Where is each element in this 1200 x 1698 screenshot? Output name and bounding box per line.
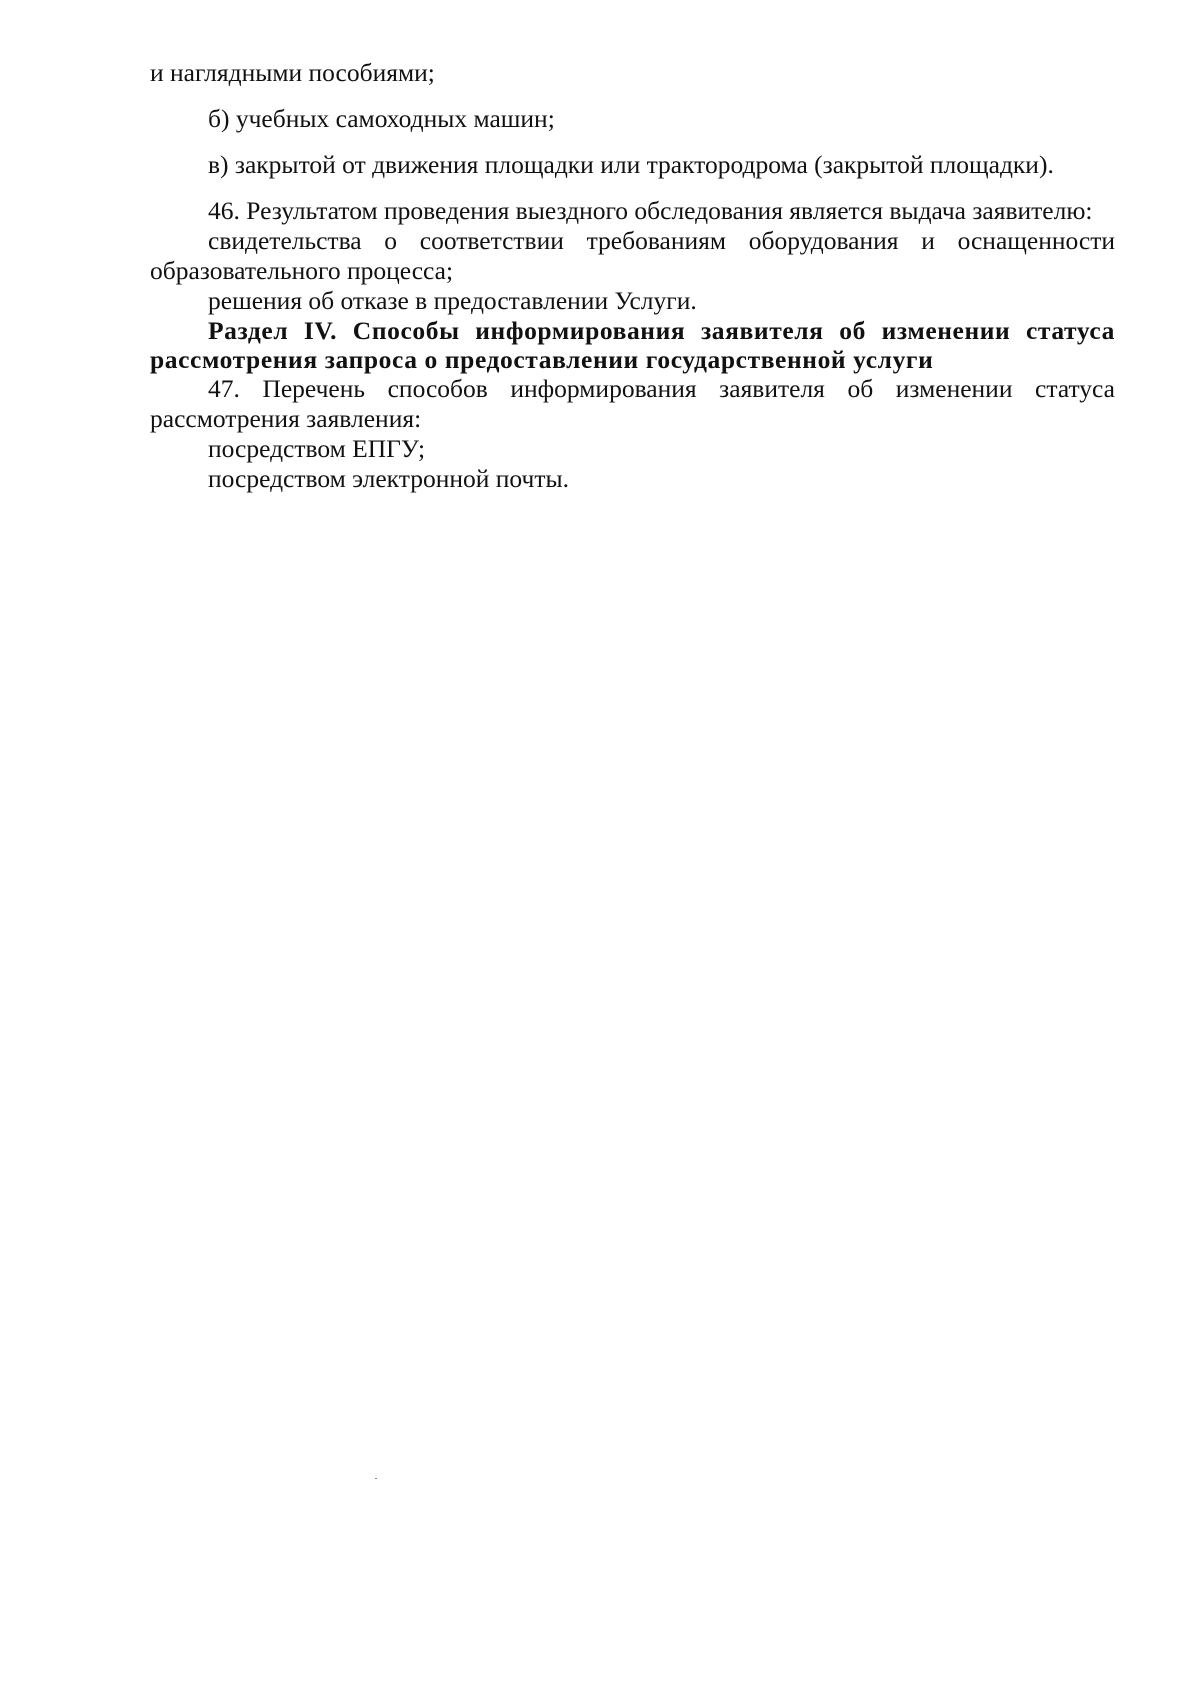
paragraph-continuation: и наглядными пособиями; <box>150 58 435 87</box>
document-body <box>150 58 1115 494</box>
paragraph-46: 46. Результатом проведения выездного обследования является выдача заявителю: <box>208 196 1093 225</box>
list-item-v: в) закрытой от движения площадки или трактородрома (закрытой площадки). <box>208 150 1054 179</box>
paragraph-46-item-1: свидетельства о соответствии требованиям оборудования и оснащенности образовательного процесса; <box>150 226 1115 285</box>
paragraph-47-item-2: посредством электронной почты. <box>208 464 569 493</box>
scan-speck <box>375 1478 377 1479</box>
section-heading: Раздел IV. Способы информирования заявителя об изменении статуса рассмотрения запроса о предоставлении государственной услуги <box>150 316 1115 374</box>
paragraph-46-item-2: решения об отказе в предоставлении Услуги. <box>208 286 697 315</box>
paragraph-47: 47. Перечень способов информирования заявителя об изменении статуса рассмотрения заявления: <box>150 374 1115 433</box>
list-item-b: б) учебных самоходных машин; <box>208 104 555 133</box>
paragraph-47-item-1: посредством ЕПГУ; <box>208 434 426 463</box>
